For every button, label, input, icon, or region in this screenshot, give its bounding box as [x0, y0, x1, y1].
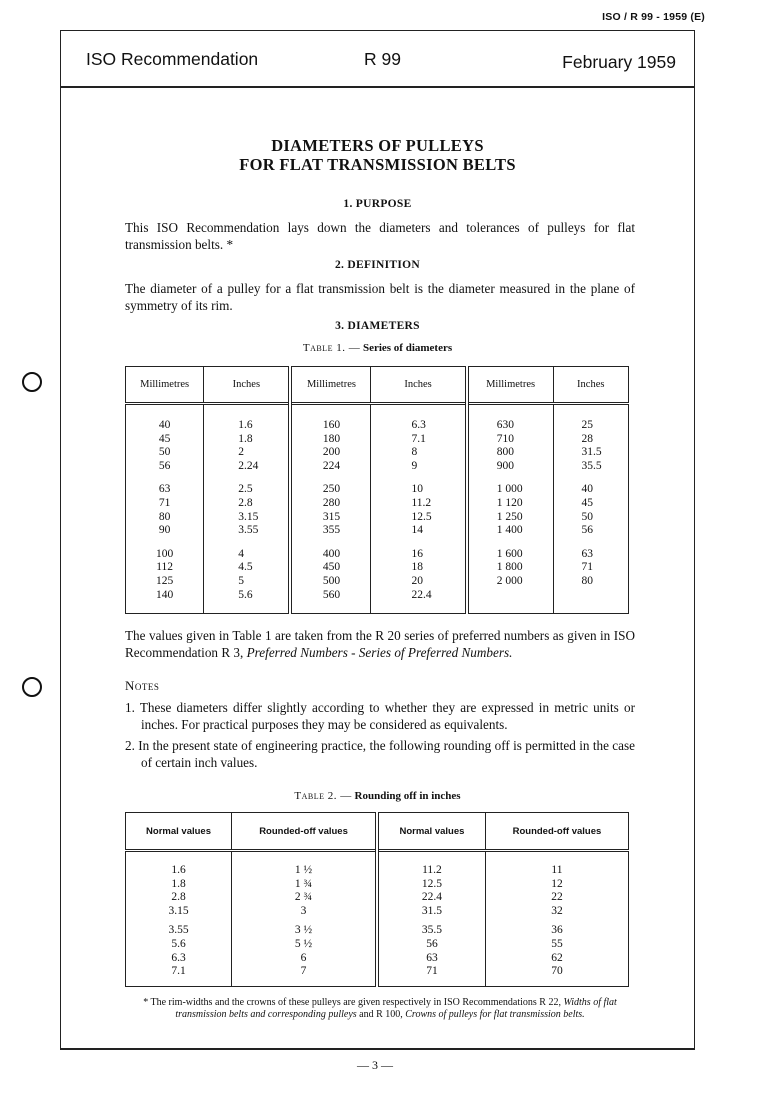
- table-cell-value: 40: [158, 419, 171, 431]
- footnote-italic-2: Crowns of pulleys for flat transmission belts.: [405, 1009, 585, 1020]
- table-cell-value: 2 000: [496, 574, 523, 587]
- footnote: [120, 997, 640, 1021]
- value-group: [582, 419, 627, 473]
- table-cell-value: 3.55: [168, 924, 189, 937]
- table-cell-value: [497, 589, 552, 603]
- table-cell-value: 50: [158, 446, 171, 459]
- table-1-header: Millimetres: [290, 367, 371, 404]
- table-2-column: [232, 851, 377, 987]
- table-cell-value: 5.6: [171, 937, 186, 950]
- title-line-2: FOR FLAT TRANSMISSION BELTS: [239, 155, 516, 174]
- value-group: [497, 548, 552, 602]
- table-cell-value: 630: [496, 419, 514, 431]
- table-cell-value: 1.6: [171, 864, 186, 876]
- table-cell-value: 28: [581, 432, 594, 445]
- table-1-column: [467, 404, 553, 614]
- value-group: [127, 548, 202, 602]
- table-cell-value: 800: [496, 446, 514, 459]
- footnote-text: * The rim-widths and the crowns of these pulleys are given respectively in ISO Recommendations R 22,: [143, 997, 561, 1008]
- value-group: [238, 419, 287, 473]
- table-1-header: Millimetres: [467, 367, 553, 404]
- table-cell-value: 22: [551, 891, 563, 904]
- note-2: 2. In the present state of engineering practice, the following rounding off is permitted in the case of certain inch values.: [125, 738, 635, 770]
- table-2-column: [377, 851, 485, 987]
- table-cell-value: 12.5: [411, 510, 432, 523]
- table-cell-value: 22.4: [411, 588, 432, 601]
- table-1-note: [125, 627, 635, 661]
- table-cell-value: 12: [551, 877, 563, 890]
- table-cell-value: 1 ¾: [294, 877, 313, 890]
- table-cell-value: 560: [322, 588, 341, 601]
- section-1-heading: 1. PURPOSE: [343, 198, 412, 210]
- table-cell-value: 80: [581, 574, 594, 587]
- table-cell-value: 1 ½: [294, 864, 313, 876]
- value-group: [293, 548, 369, 602]
- table-cell-value: 1 600: [496, 547, 523, 560]
- table-2-column: [485, 851, 628, 987]
- title-line-1: DIAMETERS OF PULLEYS: [271, 136, 484, 155]
- value-group: [411, 419, 463, 473]
- table-cell-value: 1 400: [496, 524, 523, 537]
- value-group: [293, 419, 369, 473]
- table-cell-value: 500: [322, 574, 341, 587]
- value-group: [233, 864, 374, 918]
- table-1-caption-title: Series of diameters: [362, 342, 453, 354]
- table-cell-value: 3.15: [238, 510, 259, 523]
- value-group: [238, 483, 287, 537]
- table-2-header: Rounded-off values: [232, 813, 377, 851]
- table-cell-value: 1.6: [238, 419, 253, 431]
- table-cell-value: 315: [322, 510, 341, 523]
- footnote-italic-1: Widths of flat transmission belts and corresponding pulleys: [175, 997, 617, 1020]
- table-cell-value: 71: [158, 496, 171, 509]
- table-2-header: Normal values: [377, 813, 485, 851]
- table-cell-value: 450: [322, 561, 341, 574]
- table-cell-value: 5.6: [238, 588, 253, 601]
- table-cell-value: 3: [300, 904, 307, 917]
- table-cell-value: 80: [158, 510, 171, 523]
- table-cell-value: 5 ½: [294, 937, 313, 950]
- value-group: [380, 924, 484, 978]
- table-cell-value: 9: [411, 459, 418, 472]
- table-2-column: [126, 851, 232, 987]
- value-group: [233, 924, 374, 978]
- table-cell-value: 4: [238, 547, 244, 560]
- section-2-text: The diameter of a pulley for a flat transmission belt is the diameter measured in the plane of symmetry of its rim.: [125, 281, 635, 313]
- table-cell-value: 6: [300, 951, 307, 964]
- table-cell-value: 35.5: [421, 924, 442, 937]
- table-2-header: Normal values: [126, 813, 232, 851]
- table-cell-value: 56: [581, 524, 594, 537]
- section-3-heading: 3. DIAMETERS: [335, 320, 420, 332]
- value-group: [487, 924, 627, 978]
- table-cell-value: 56: [158, 459, 171, 472]
- table-cell-value: 50: [581, 510, 594, 523]
- value-group: [238, 548, 287, 602]
- table-1-column: [126, 404, 204, 614]
- table-cell-value: 7.1: [171, 965, 186, 978]
- value-group: [497, 483, 552, 537]
- section-2-heading: 2. DEFINITION: [334, 259, 421, 271]
- value-group: [127, 483, 202, 537]
- table-cell-value: 112: [156, 561, 174, 574]
- table-cell-value: 3.55: [238, 524, 259, 537]
- punch-hole-icon: [22, 372, 42, 392]
- table-cell-value: 1 120: [496, 496, 523, 509]
- table-cell-value: 1 250: [496, 510, 523, 523]
- table-cell-value: 31.5: [421, 904, 442, 917]
- table-cell-value: 2 ¾: [294, 891, 313, 904]
- table-1-header: Inches: [204, 367, 291, 404]
- section-1-text: This ISO Recommendation lays down the diameters and tolerances of pulleys for flat transmission belts. *: [125, 220, 635, 252]
- table-cell-value: 63: [581, 547, 594, 560]
- table-cell-value: 6.3: [411, 419, 426, 431]
- table-1-column: [204, 404, 291, 614]
- table-cell-value: 20: [411, 574, 423, 587]
- table-cell-value: 70: [551, 965, 563, 978]
- table-cell-value: 11.2: [422, 864, 442, 876]
- table-cell-value: 14: [411, 524, 423, 537]
- notes-heading: Notes: [125, 678, 160, 693]
- table-cell-value: 18: [411, 561, 423, 574]
- table-cell-value: 1.8: [171, 877, 186, 890]
- table-cell-value: 125: [156, 574, 174, 587]
- punch-hole-icon: [22, 677, 42, 697]
- table-cell-value: 11.2: [411, 496, 432, 509]
- value-group: [293, 483, 369, 537]
- table-cell-value: 2: [238, 446, 244, 459]
- table-cell-value: 2.8: [238, 496, 253, 509]
- table-cell-value: 2.8: [171, 891, 186, 904]
- table-cell-value: 140: [156, 588, 174, 601]
- table-cell-value: 6.3: [171, 951, 186, 964]
- value-group: [411, 483, 463, 537]
- header-middle: R 99: [364, 49, 401, 69]
- table-2-caption: [60, 790, 695, 802]
- table-1-caption-prefix: Table 1. —: [302, 342, 361, 354]
- table-1-diameters: [125, 366, 629, 614]
- table-cell-value: 1 000: [496, 483, 523, 496]
- table-cell-value: 35.5: [581, 459, 602, 472]
- table-cell-value: 40: [581, 483, 594, 496]
- table-cell-value: 200: [322, 446, 341, 459]
- table-cell-value: 4.5: [238, 561, 253, 574]
- table-cell-value: 31.5: [581, 446, 602, 459]
- table-cell-value: 55: [551, 937, 563, 950]
- table-cell-value: 90: [158, 524, 171, 537]
- table-cell-value: 10: [411, 483, 423, 496]
- table-cell-value: 900: [496, 459, 514, 472]
- table-cell-value: 710: [496, 432, 514, 445]
- header-bar: [60, 30, 695, 88]
- table-cell-value: 25: [581, 419, 594, 431]
- table-2-rounding: [125, 812, 629, 987]
- table-cell-value: 400: [322, 547, 341, 560]
- table-1-note-italic: Preferred Numbers - Series of Preferred Numbers.: [246, 645, 513, 660]
- table-cell-value: 12.5: [421, 877, 442, 890]
- value-group: [127, 924, 230, 978]
- table-1-caption: [60, 342, 695, 354]
- table-cell-value: 22.4: [421, 891, 442, 904]
- table-cell-value: 1.8: [238, 432, 253, 445]
- table-2-caption-title: Rounding off in inches: [354, 790, 461, 802]
- table-2-header: Rounded-off values: [485, 813, 628, 851]
- value-group: [411, 548, 463, 602]
- table-cell-value: 250: [322, 483, 341, 496]
- table-cell-value: 2.24: [238, 459, 259, 472]
- table-cell-value: 2.5: [238, 483, 253, 496]
- table-1-header: Inches: [553, 367, 628, 404]
- table-cell-value: 355: [322, 524, 341, 537]
- table-cell-value: 63: [426, 951, 438, 964]
- header-right: February 1959: [562, 52, 676, 72]
- value-group: [582, 483, 627, 537]
- value-group: [582, 548, 627, 602]
- table-cell-value: 16: [411, 547, 423, 560]
- value-group: [487, 864, 627, 918]
- table-1-column: [371, 404, 467, 614]
- table-cell-value: 160: [322, 419, 341, 431]
- table-cell-value: 45: [158, 432, 171, 445]
- value-group: [127, 419, 202, 473]
- note-1: 1. These diameters differ slightly according to whether they are expressed in metric units or inches. For practical purposes they may be considered as equivalents.: [125, 700, 635, 732]
- table-cell-value: 63: [158, 483, 171, 496]
- document-reference: ISO / R 99 - 1959 (E): [602, 11, 705, 23]
- table-cell-value: 56: [426, 937, 438, 950]
- table-cell-value: 280: [322, 496, 341, 509]
- table-cell-value: 180: [322, 432, 341, 445]
- table-cell-value: 71: [426, 965, 438, 978]
- table-cell-value: 224: [322, 459, 341, 472]
- table-cell-value: 71: [581, 561, 594, 574]
- table-cell-value: 100: [156, 547, 174, 560]
- table-1-column: [290, 404, 371, 614]
- table-cell-value: 45: [581, 496, 594, 509]
- table-1-header: Inches: [371, 367, 467, 404]
- table-cell-value: 11: [551, 864, 563, 876]
- footnote-mid: and R 100,: [359, 1009, 403, 1020]
- value-group: [127, 864, 230, 918]
- value-group: [380, 864, 484, 918]
- table-cell-value: 32: [551, 904, 563, 917]
- header-left: ISO Recommendation: [86, 49, 259, 69]
- page-number: — 3 —: [357, 1058, 393, 1072]
- table-cell-value: 3.15: [168, 904, 189, 917]
- table-cell-value: 3 ½: [294, 924, 313, 937]
- table-2-caption-prefix: Table 2. —: [294, 790, 352, 802]
- table-cell-value: 1 800: [496, 561, 523, 574]
- table-1-column: [553, 404, 628, 614]
- table-cell-value: 5: [238, 574, 244, 587]
- table-cell-value: [582, 589, 627, 603]
- table-1-header: Millimetres: [126, 367, 204, 404]
- table-cell-value: 36: [551, 924, 563, 937]
- table-cell-value: 8: [411, 446, 418, 459]
- value-group: [497, 419, 552, 473]
- table-cell-value: 7.1: [411, 432, 426, 445]
- table-1-note-text: The values given in Table 1 are taken from the R 20 series of preferred numbers as given in ISO Recommendation R 3,: [125, 628, 635, 660]
- table-cell-value: 7: [300, 965, 307, 978]
- table-cell-value: 62: [551, 951, 563, 964]
